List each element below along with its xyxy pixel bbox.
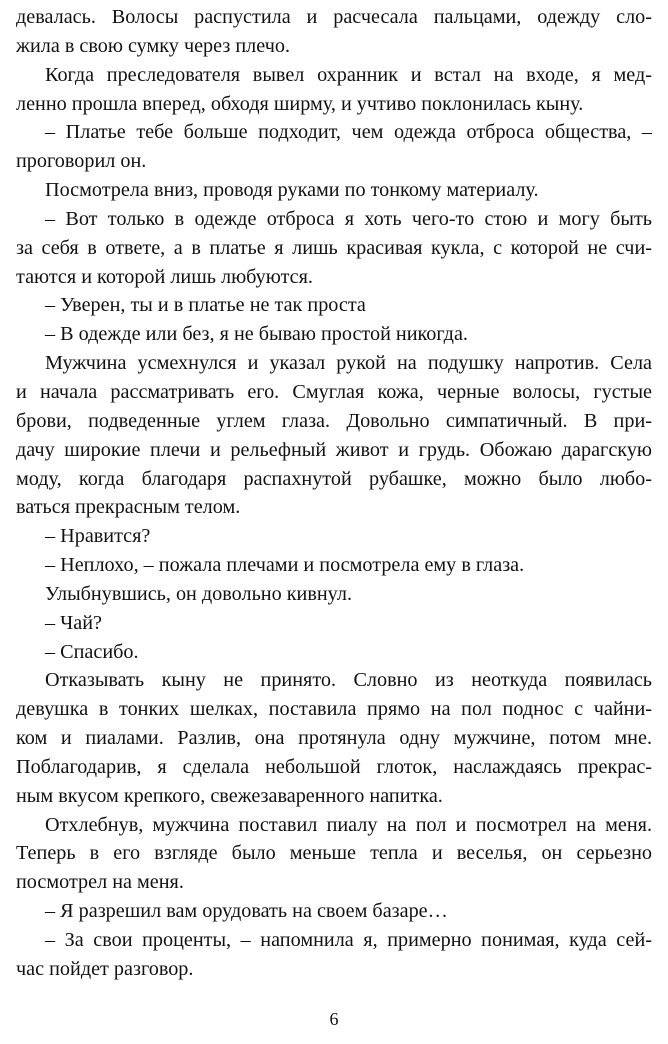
text-line: Улыбнувшись, он довольно кивнул.: [45, 582, 352, 605]
text-line: Посмотрела вниз, проводя руками по тонкому материалу.: [45, 179, 539, 202]
text-line: Мужчина усмехнулся и указал рукой на подушку напротив. Села: [45, 352, 652, 375]
text-line: ком и пиалами. Разлив, она протянула одну мужчине, потом мне.: [16, 727, 652, 750]
text-line: моду, когда благодаря распахнутой рубашке, можно было любо-: [16, 467, 652, 490]
text-line: брови, подведенные углем глаза. Довольно симпатичный. В при-: [16, 409, 652, 432]
text-line: ваться прекрасным телом.: [16, 496, 241, 519]
text-line: ным вкусом крепкого, свежезаваренного напитка.: [16, 784, 443, 807]
text-line: жила в свою сумку через плечо.: [16, 34, 291, 57]
text-line: – В одежде или без, я не бываю простой никогда.: [45, 323, 468, 346]
text-line: посмотрел на меня.: [16, 871, 184, 894]
text-line: час пойдет разговор.: [16, 957, 194, 980]
text-line: – Спасибо.: [45, 640, 139, 663]
page-text: [16, 3, 652, 984]
text-line: – Неплохо, – пожала плечами и посмотрела ему в глаза.: [45, 554, 525, 577]
text-line: Отхлебнув, мужчина поставил пиалу на пол и посмотрел на меня.: [45, 813, 652, 836]
text-line: проговорил он.: [16, 150, 147, 173]
text-line: – Уверен, ты и в платье не так проста: [45, 294, 366, 317]
text-line: – Нравится?: [45, 525, 151, 548]
text-line: таются и которой лишь любуются.: [16, 265, 313, 288]
text-line: Отказывать кыну не принято. Словно из неоткуда появилась: [45, 669, 652, 692]
text-line: Теперь в его взгляде было меньше тепла и веселья, он серьезно: [16, 842, 652, 865]
text-line: – Платье тебе больше подходит, чем одежда отброса общества, –: [45, 121, 652, 144]
text-line: за себя в ответе, а в платье я лишь красивая кукла, с которой не счи-: [16, 236, 652, 259]
text-line: Поблагодарив, я сделала небольшой глоток, наслаждаясь прекрас-: [16, 755, 652, 778]
text-line: – Я разрешил вам орудовать на своем базаре…: [45, 900, 448, 923]
text-line: девушка в тонких шелках, поставила прямо на пол поднос с чайни-: [16, 698, 652, 721]
text-line: ленно прошла вперед, обходя ширму, и учтиво поклонилась кыну.: [16, 92, 584, 115]
text-line: девалась. Волосы распустила и расчесала пальцами, одежду сло-: [16, 6, 652, 28]
text-line: – Чай?: [45, 611, 102, 634]
page-number: 6: [329, 1009, 339, 1029]
text-line: дачу широкие плечи и рельефный живот и грудь. Обожаю дарагскую: [16, 438, 652, 461]
text-line: Когда преследователя вывел охранник и встал на входе, я мед-: [45, 63, 652, 86]
text-line: – Вот только в одежде отброса я хоть чего-то стою и могу быть: [45, 207, 652, 230]
text-line: – За свои проценты, – напомнила я, примерно понимая, куда сей-: [45, 929, 652, 951]
text-line: и начала рассматривать его. Смуглая кожа, черные волосы, густые: [16, 380, 652, 403]
